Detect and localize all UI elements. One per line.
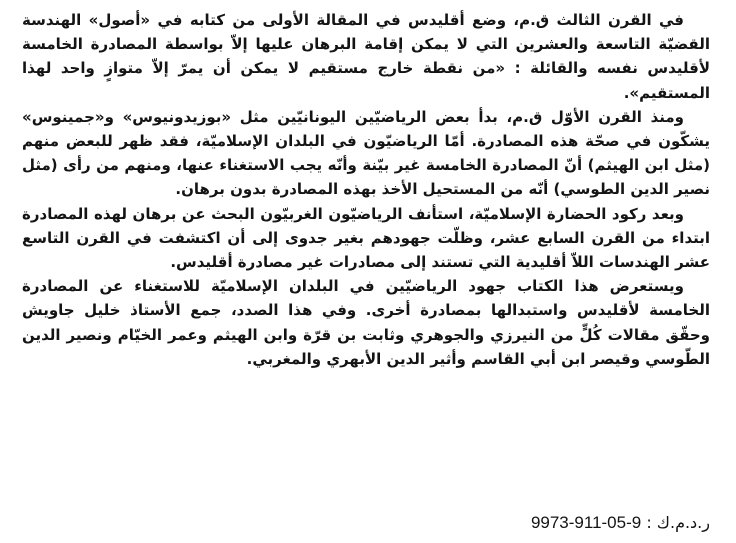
isbn-line <box>531 512 710 534</box>
paragraph-western-research: وبعد ركود الحضارة الإسلاميّة، استأنف الرياضيّون الغربيّون البحث عن برهان لهذه المصادرة ابتداء من القرن السابع عشر، وظلّت جهودهم بغير جدوى إلى أن اكتشفت في القرن التاسع عشر الهندسات اللاّ أقليدية التي تستند إلى مصادرات غير مصادرة أقليدس. <box>22 204 710 272</box>
paragraph-first-century-doubts: ومنذ القرن الأوّل ق.م، بدأ بعض الرياضيّين اليونانيّين مثل «بوزيدونيوس» و«جمينوس» يشكّون في صحّة هذه المصادرة. أمّا الرياضيّون في البلدان الإسلاميّة، فقد ظهر للبعض منهم (مثل ابن الهيثم) أنّ المصادرة الخامسة غير بيّنة وأنّه يجب الاستغناء عنها، ومنهم من رأى (مثل نصير الدين الطوسي) أنّه من المستحيل الأخذ بهذه المصادرة بدون برهان. <box>22 107 710 199</box>
paragraph-euclid-fifth-postulate: في القرن الثالث ق.م، وضع أقليدس في المقالة الأولى من كتابه في «أصول» الهندسة القضيّة التاسعة والعشرين التي لا يمكن إقامة البرهان عليها إلاّ بواسطة المصادرة الخامسة لأقليدس نفسه والقائلة : «من نقطة خارج مستقيم لا يمكن أن يمرّ إلاّ متوازٍ واحد لهذا المستقيم». <box>22 11 710 102</box>
isbn-number: 9973-911-05-9 <box>530 513 642 532</box>
paragraph-book-summary: ويستعرض هذا الكتاب جهود الرياضيّين في البلدان الإسلاميّة للاستغناء عن المصادرة الخامسة لأقليدس واستبدالها بمصادرة أخرى. وفي هذا الصدد، جمع الأستاذ خليل جاويش وحقّق مقالات كُلٍّ من النيرزي والجوهري وثابت بن قرّة وابن الهيثم وعمر الخيّام ونصير الدين الطّوسي وقيصر ابن أبي القاسم وأثير الدين الأبهري والمغربي. <box>22 277 710 368</box>
isbn-label: ر.د.م.ك : <box>646 513 710 532</box>
